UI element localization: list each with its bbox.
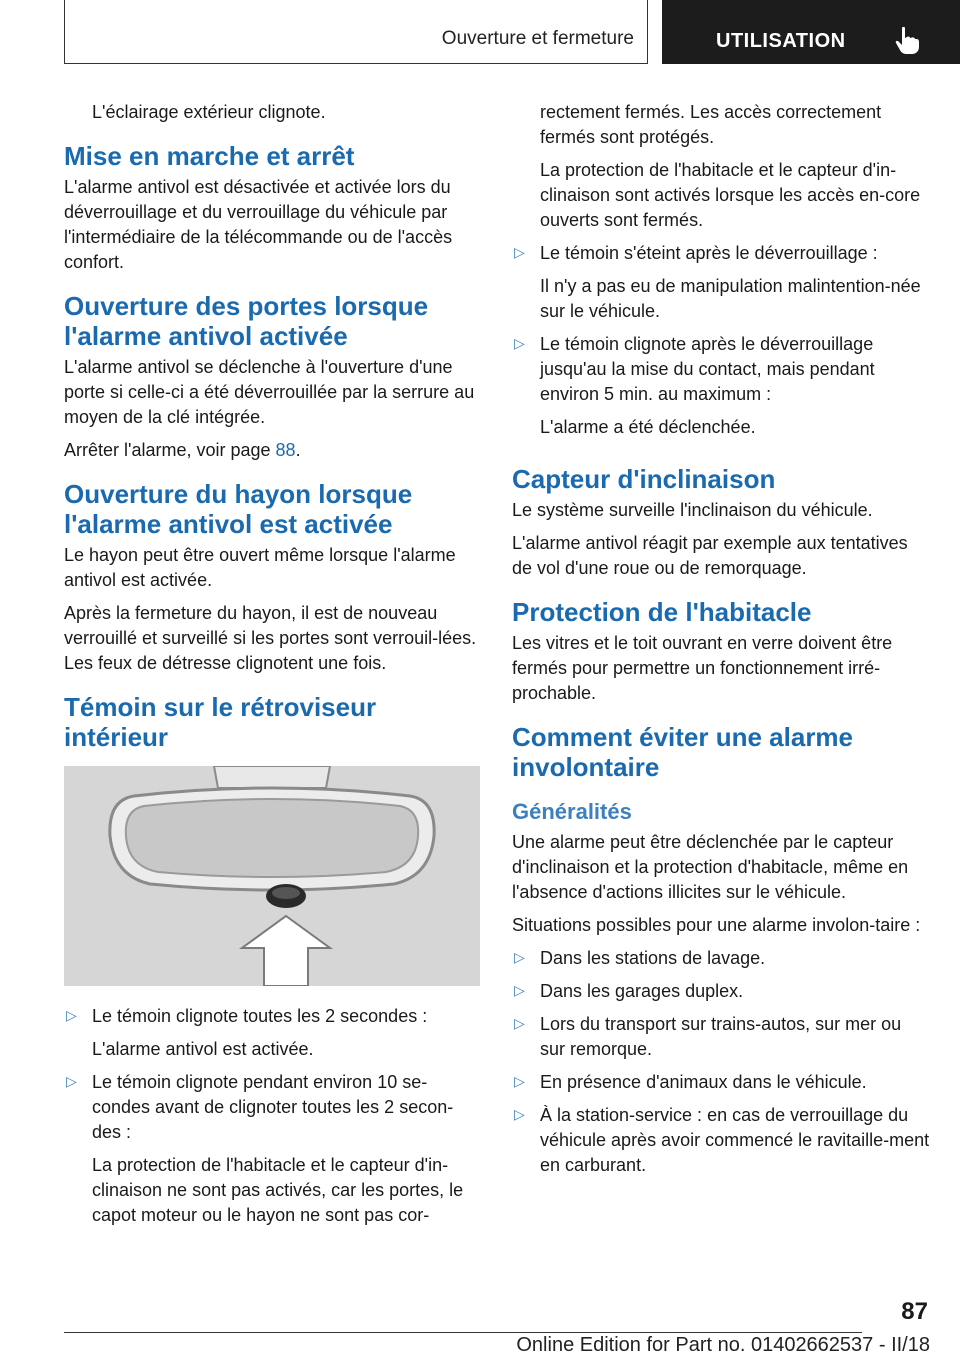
arreter-text: Arrêter l'alarme, voir page	[64, 440, 276, 460]
triangle-bullet-icon: ▷	[514, 335, 525, 351]
right-column	[512, 100, 930, 1186]
triangle-bullet-icon: ▷	[514, 949, 525, 965]
chapter-label: UTILISATION	[716, 30, 846, 52]
header-chapter-tab	[662, 0, 960, 64]
rearview-mirror-illustration	[64, 766, 480, 986]
bullet-text: À la station-service : en cas de verrouillage du véhicule après avoir commencé le ravitaille-ment en carburant.	[540, 1105, 930, 1175]
heading-ouverture-hayon: Ouverture du hayon lorsque l'alarme antivol est activée	[64, 479, 413, 539]
bullet-text: Dans les garages duplex.	[540, 981, 744, 1001]
triangle-bullet-icon: ▷	[66, 1007, 77, 1023]
triangle-bullet-icon: ▷	[514, 244, 525, 260]
bullet-subtext: L'alarme a été déclenchée.	[540, 417, 756, 437]
heading-capteur-inclinaison: Capteur d'inclinaison	[512, 464, 776, 494]
bullet-subtext: La protection de l'habitacle et le capteur d'in-clinaison ne sont pas activés, car les portes, le capot moteur ou le hayon ne sont pas cor-	[92, 1155, 464, 1225]
paragraph-generalites-2: Situations possibles pour une alarme involon-taire :	[512, 915, 921, 935]
hand-pointer-icon	[894, 26, 920, 54]
list-item-temoin-3	[512, 241, 930, 324]
intro-text: L'éclairage extérieur clignote.	[92, 102, 326, 122]
list-item-temoin-2	[64, 1070, 482, 1228]
triangle-bullet-icon: ▷	[514, 1073, 525, 1089]
bullet-text: Lors du transport sur trains-autos, sur mer ou sur remorque.	[540, 1014, 902, 1059]
continued-bullet	[512, 100, 930, 233]
heading-mise-en-marche: Mise en marche et arrêt	[64, 141, 355, 171]
paragraph-arreter-alarme	[64, 438, 482, 463]
triangle-bullet-icon: ▷	[514, 1015, 525, 1031]
list-item-situation-5	[512, 1103, 930, 1178]
bullet-subtext: Il n'y a pas eu de manipulation malintention-née sur le véhicule.	[540, 276, 921, 321]
bullet-subtext: L'alarme antivol est activée.	[92, 1039, 314, 1059]
paragraph-capteur-1: Le système surveille l'inclinaison du véhicule.	[512, 500, 873, 520]
heading-ouverture-portes: Ouverture des portes lorsque l'alarme antivol activée	[64, 291, 429, 351]
paragraph-generalites-1: Une alarme peut être déclenchée par le capteur d'inclinaison et la protection d'habitacle, même en l'absence d'actions illicites sur le véhicule.	[512, 832, 909, 902]
heading-temoin-retroviseur: Témoin sur le rétroviseur intérieur	[64, 692, 377, 752]
list-item-situation-4	[512, 1070, 930, 1095]
paragraph-hayon-2: Après la fermeture du hayon, il est de nouveau verrouillé et surveillé si les portes sont verrouil-lées. Les feux de détresse clignotent une fois.	[64, 603, 477, 673]
triangle-bullet-icon: ▷	[66, 1073, 77, 1089]
footer-edition: Online Edition for Part no. 01402662537 - II/18	[516, 1334, 930, 1356]
paragraph-ouverture-portes: L'alarme antivol se déclenche à l'ouverture d'une porte si celle-ci a été déverrouillée par la serrure au moyen de la clé intégrée.	[64, 357, 475, 427]
paragraph-protection: Les vitres et le toit ouvrant en verre doivent être fermés pour permettre un fonctionnement irré-prochable.	[512, 633, 893, 703]
list-item-situation-3	[512, 1012, 930, 1062]
continued-text-1: rectement fermés. Les accès correctement fermés sont protégés.	[540, 102, 882, 147]
list-item-situation-1	[512, 946, 930, 971]
triangle-bullet-icon: ▷	[514, 982, 525, 998]
arreter-suffix: .	[295, 440, 301, 460]
paragraph-mise-en-marche: L'alarme antivol est désactivée et activée lors du déverrouillage et du verrouillage du véhicule par l'intermédiaire de la télécommande ou de l'accès confort.	[64, 177, 453, 272]
heading-generalites: Généralités	[512, 799, 632, 824]
bullet-text: Le témoin clignote après le déverrouillage jusqu'au la mise du contact, mais pendant environ 5 min. au maximum :	[540, 334, 875, 404]
paragraph-capteur-2: L'alarme antivol réagit par exemple aux tentatives de vol d'une roue ou de remorquage.	[512, 533, 908, 578]
bullet-text: Dans les stations de lavage.	[540, 948, 766, 968]
bullet-text: En présence d'animaux dans le véhicule.	[540, 1072, 867, 1092]
continued-text-2: La protection de l'habitacle et le capteur d'in-clinaison sont activés lorsque les accès en-core ouverts sont fermés.	[540, 160, 921, 230]
list-item-situation-2	[512, 979, 930, 1004]
list-item-temoin-1	[64, 1004, 482, 1062]
bullet-text: Le témoin clignote pendant environ 10 se-condes avant de clignoter toutes les 2 secon-des :	[92, 1072, 454, 1142]
heading-protection-habitacle: Protection de l'habitacle	[512, 597, 812, 627]
header-section-title: Ouverture et fermeture	[441, 28, 634, 49]
page-number: 87	[901, 1298, 928, 1325]
heading-eviter-alarme: Comment éviter une alarme involontaire	[512, 722, 854, 782]
left-column	[64, 100, 482, 1236]
bullet-text: Le témoin clignote toutes les 2 secondes :	[92, 1006, 428, 1026]
page-link-88[interactable]: 88	[275, 440, 296, 460]
paragraph-hayon-1: Le hayon peut être ouvert même lorsque l'alarme antivol est activée.	[64, 545, 456, 590]
list-item-temoin-4	[512, 332, 930, 440]
footer-divider	[64, 1332, 862, 1333]
bullet-text: Le témoin s'éteint après le déverrouillage :	[540, 243, 878, 263]
mirror-figure	[64, 766, 480, 986]
triangle-bullet-icon: ▷	[514, 1106, 525, 1122]
